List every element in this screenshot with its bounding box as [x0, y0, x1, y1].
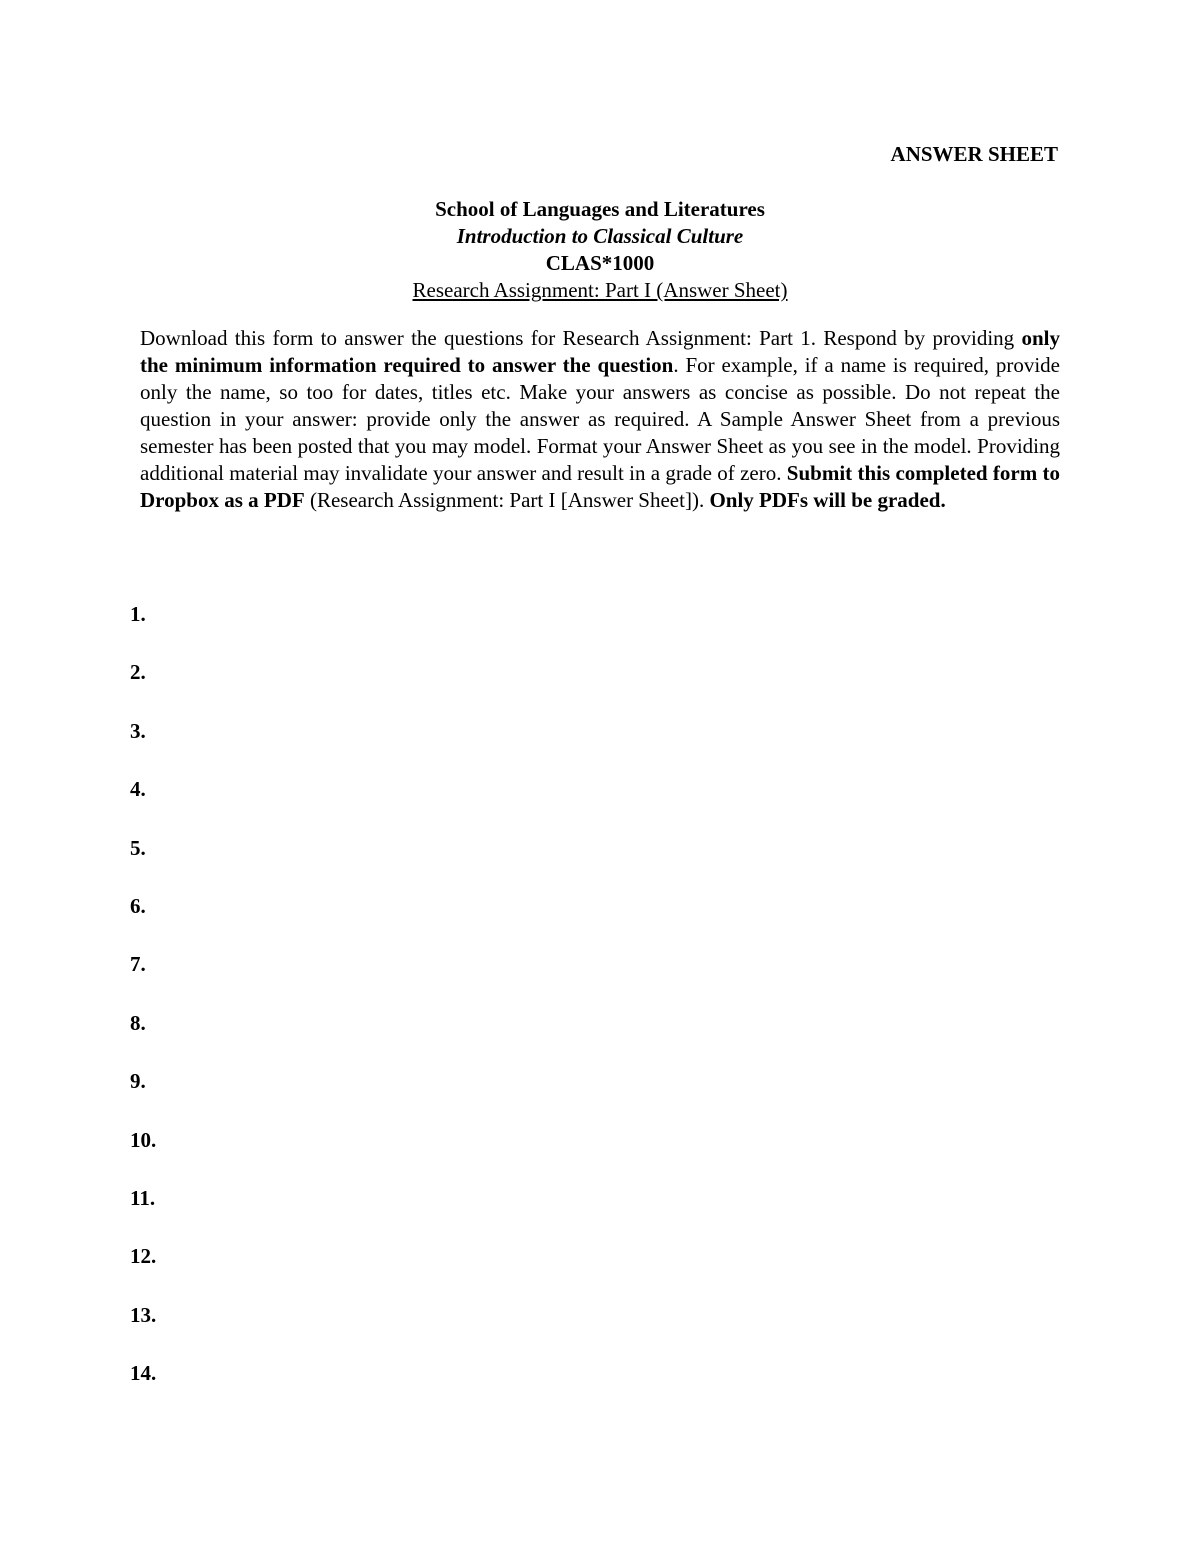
answer-item: 12.: [130, 1244, 157, 1269]
instructions-paragraph: [140, 325, 1060, 514]
instructions-bold-3: Only PDFs will be graded.: [709, 488, 946, 512]
answer-item: 13.: [130, 1302, 157, 1327]
course-title: Introduction to Classical Culture: [456, 224, 744, 248]
instructions-text-2: . For example, if a name is required, provide only the name, so too for dates, titles etc. Make your answers as concise as possible. Do not repeat the question in your answer: provide only the answer as required. A Sample Answer Sheet from a previous semester has been posted that you may model. Format your Answer Sheet as you see in the model. Providing additional material may invalidate your answer and result in a grade of zero.: [140, 353, 1060, 485]
course-code: CLAS*1000: [545, 251, 655, 275]
answer-item: 10.: [130, 1127, 157, 1152]
answer-item: 11.: [130, 1185, 156, 1210]
school-name: School of Languages and Literatures: [435, 197, 765, 221]
assignment-title: [140, 277, 1060, 304]
answer-item: 1.: [130, 602, 146, 626]
instructions-text-1: Download this form to answer the questions for Research Assignment: Part 1. Respond by providing: [140, 326, 1022, 350]
instructions-text-3: (Research Assignment: Part I [Answer Sheet]).: [304, 488, 710, 512]
answer-item: 8.: [130, 1010, 146, 1035]
answer-item: 3.: [130, 718, 146, 743]
answer-item: 6.: [130, 893, 146, 918]
answer-list: [130, 600, 156, 1417]
assignment-title-text: Research Assignment: Part I (Answer Sheet): [412, 278, 788, 302]
instructions-bold-2: Submit this completed form to Dropbox as a PDF: [140, 461, 1060, 512]
course-header: [140, 196, 1060, 304]
answer-item: 5.: [130, 835, 146, 860]
answer-item: 7.: [130, 952, 146, 977]
answer-item: 2.: [130, 660, 146, 685]
answer-item: 9.: [130, 1069, 146, 1094]
answer-item: 14.: [130, 1361, 157, 1386]
answer-item: 4.: [130, 777, 146, 802]
answer-sheet-label: ANSWER SHEET: [890, 142, 1058, 166]
instructions-bold-1: only the minimum information required to answer the question: [140, 326, 1060, 377]
